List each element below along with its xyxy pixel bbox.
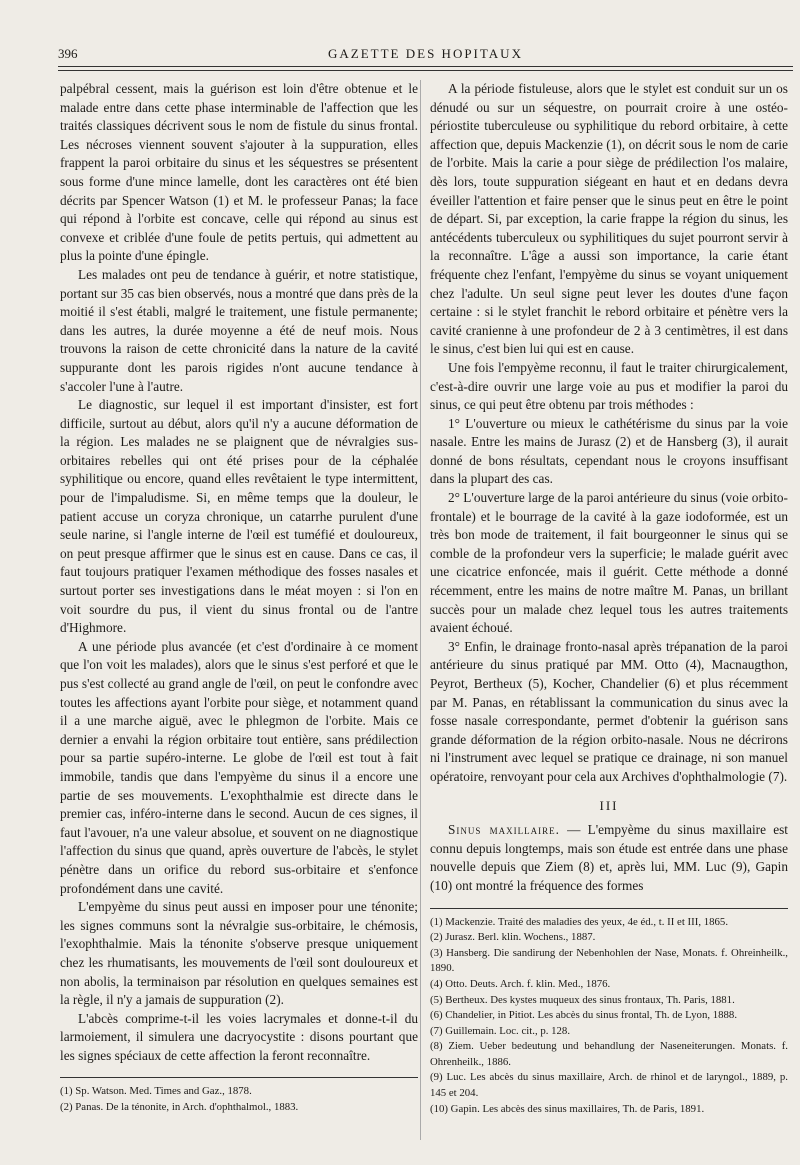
header-rule-thin: [58, 70, 793, 71]
footnote: (10) Gapin. Les abcès des sinus maxillaires, Th. de Paris, 1891.: [430, 1102, 705, 1115]
paragraph: 1° L'ouverture ou mieux le cathétérisme du sinus par la voie nasale. Entre les mains de Jurasz (2) et de Hansberg (3), il aurait donné de bons résultats, cependant nous le croyons insuffisant dans la plupart des cas.: [430, 415, 788, 487]
footnote: (9) Luc. Les abcès du sinus maxillaire, Arch. de rhinol et de laryngol., 1889, p. 145 et 204.: [430, 1071, 788, 1100]
footnote: (4) Otto. Deuts. Arch. f. klin. Med., 1876.: [430, 977, 611, 990]
section-title: Sinus maxillaire.: [448, 822, 560, 838]
footnote: (5) Bertheux. Des kystes muqueux des sinus frontaux, Th. Paris, 1881.: [430, 993, 735, 1006]
footnote-rule: [430, 908, 788, 909]
footnote: (2) Panas. De la ténonite, in Arch. d'ophthalmol., 1883.: [60, 1101, 299, 1114]
left-column: [60, 80, 418, 1116]
paragraph: L'abcès comprime-t-il les voies lacrymales et donne-t-il du larmoiement, il simulera une dacryocystite : disons pourtant que les signes spéciaux de cette affection la feront reconnaître.: [60, 1010, 418, 1063]
journal-title: GAZETTE DES HOPITAUX: [328, 46, 523, 61]
column-divider: [420, 80, 421, 1140]
paragraph-text: — L'empyème du sinus maxillaire est connu depuis longtemps, mais son étude est entrée dans une phase nouvelle depuis que Ziem (8) et, après lui, MM. Luc (9), Gapin (10) ont montré la fréquence des formes: [430, 822, 788, 893]
footnote: (2) Jurasz. Berl. klin. Wochens., 1887.: [430, 931, 596, 944]
footnote-rule: [60, 1077, 418, 1078]
paragraph: L'empyème du sinus peut aussi en imposer pour une ténonite; les signes communs sont la névralgie sus-orbitaire, le chémosis, l'exophthalmie. Mais la ténonite s'observe presque uniquement chez les rhumatisants, les mouvements de l'œil sont douloureux et non abolis, la terminaison par résolution en quelques semaines est la règle, il n'y a jamais de suppuration (2).: [60, 899, 418, 1008]
paragraph: 3° Enfin, le drainage fronto-nasal après trépanation de la paroi antérieure du sinus pratiqué par MM. Otto (4), Macnaugthon, Peyrot, Bertheux (5), Kocher, Chandelier (6) et plus récemment par M. Panas, en rétablissant la communication du sinus avec la fosse nasale correspondante, permet d'obtenir la guérison sans grande déformation de la région orbito-nasale. Nous ne décrirons ni l'instrument avec lequel se pratique ce drainage, ni son manuel opératoire, renvoyant pour cela aux Archives d'ophthalmologie (7).: [430, 638, 788, 784]
header-rule: [58, 66, 793, 67]
footnote: (1) Sp. Watson. Med. Times and Gaz., 1878.: [60, 1085, 252, 1098]
paragraph: A la période fistuleuse, alors que le stylet est conduit sur un os dénudé ou sur un séquestre, on pourrait croire à une ostéo-périostite tuberculeuse ou syphilitique du rebord orbitaire, à cette affection que, depuis Mackenzie (1), on décrit sous le nom de carie de l'orbite. Mais la carie a pour siège de prédilection l'os malaire, dès lors, toute suppuration siégeant en haut et en dedans devra éveiller l'attention et faire penser que le sinus peut en être le point de départ. Si, par exception, la carie frappe la région du sinus, les antécédents tuberculeux ou syphilitiques du sujet pourront servir à la reconnaître. L'âge a aussi son importance, la carie étant fréquente chez l'enfant, l'empyème du sinus se voyant uniquement chez l'adulte. Un seul signe peut lever les doutes d'une façon certaine : si le stylet franchit le rebord orbitaire et pénètre vers la cavité cranienne à une profondeur de 2 à 3 centimètres, il est dans le sinus, c'est bien lui qui est en cause.: [430, 81, 788, 357]
footnote: (8) Ziem. Ueber bedeutung und behandlung der Naseneiterungen. Monats. f. Ohrenheilk., 1886.: [430, 1040, 788, 1068]
right-column: [430, 80, 788, 1117]
footnote: (6) Chandelier, in Pitiot. Les abcès du sinus frontal, Th. de Lyon, 1888.: [430, 1009, 738, 1022]
paragraph: A une période plus avancée (et c'est d'ordinaire à ce moment que l'on voit les malades), alors que le sinus s'est perforé et que le pus s'est collecté au grand angle de l'œil, on peut le confondre avec toutes les affections ayant l'orbite pour siège, et notamment quand il a une marche aiguë, avec le phlegmon de l'orbite. Mais ce dernier a envahi la région orbitaire tout entière, sans prédilection pour sa partie supéro-interne. Le globe de l'œil est tout à fait immobile, tandis que dans l'empyème du sinus il a encore une partie de ses mouvements. L'exophthalmie est directe dans le premier cas, inféro-interne dans le second. Aucun de ces signes, il faut l'avouer, n'a une valeur absolue, et souvent on ne diagnostique l'affection du sinus que quand, après ouverture de l'abcès, le stylet pénètre dans un orifice du rebord sus-orbitaire et s'enfonce profondément dans une cavité.: [60, 638, 418, 896]
running-header: [58, 44, 793, 64]
footnote: (1) Mackenzie. Traité des maladies des yeux, 4e éd., t. II et III, 1865.: [430, 915, 729, 928]
paragraph: Les malades ont peu de tendance à guérir, et notre statistique, portant sur 35 cas bien observés, nous a montré que dans près de la moitié il s'est établi, malgré le traitement, une fistule permanente; dans les autres, la durée moyenne a été de neuf mois. Nous trouvons la raison de cette chronicité dans la nature de la cavité suppurante dont les parois rigides n'ont aucune tendance à s'accoler l'une à l'autre.: [60, 266, 418, 394]
paragraph: [430, 821, 788, 895]
paragraph: palpébral cessent, mais la guérison est loin d'être obtenue et le malade entre dans cette phase interminable de l'affection que les traités classiques décrivent sous le nom de fistule du sinus frontal. Les nécroses viennent souvent s'ajouter à la suppuration, elles frappent la paroi orbitaire du sinus et les séquestres se présentent sous forme d'une mince lamelle, dont les caractères ont été bien décrits par Spencer Watson (1) et M. le professeur Panas; la face qui répond à l'orbite est concave, celle qui répond au sinus est convexe et criblée d'une foule de petits pertuis, qui admettent au plus la pointe d'une épingle.: [60, 81, 418, 264]
section-number: III: [599, 797, 619, 813]
page-number: 396: [58, 46, 78, 61]
footnote: (3) Hansberg. Die sandirung der Nebenhohlen der Nase, Monats. f. Ohreinheilk., 1890.: [430, 946, 788, 975]
paragraph: Une fois l'empyème reconnu, il faut le traiter chirurgicalement, c'est-à-dire ouvrir une large voie au pus et modifier la paroi du sinus, ce qui peut être obtenu par trois méthodes :: [430, 359, 788, 413]
paragraph: Le diagnostic, sur lequel il est important d'insister, est fort difficile, surtout au début, alors qu'il n'y a aucune déformation de la région. Les malades ne se plaignent que de névralgies sus-orbitaires rebelles qui ont été prises pour de la céphalée syphilitique ou encore, quand elles revêtaient le type intermittent, pour de l'impaludisme. Si, en même temps que la douleur, le patient accuse un coryza chronique, un catarrhe purulent d'une seule narine, si l'angle interne de l'œil est tuméfié et douloureux, on peut presque affirmer que le sinus est en cause. Dans ce cas, il faut toujours pratiquer l'examen méthodique des fosses nasales et surtout porter ses investigations dans le méat moyen : si l'on en voit sourdre du pus, il vient du sinus frontal ou de l'antre d'Highmore.: [60, 397, 418, 636]
paragraph: 2° L'ouverture large de la paroi antérieure du sinus (voie orbito-frontale) et le bourrage de la cavité à la gaze iodoformée, est un très bon mode de traitement, il fait bourgeonner le sinus qui se comble de la profondeur vers la superficie; le malade guérit avec une cicatrice enfoncée, mais il guérit. Cette méthode a donné récemment, entre les mains de notre maître M. Panas, un brillant succès pour un malade chez lequel tous les autres traitements avaient échoué.: [430, 490, 788, 636]
footnote: (7) Guillemain. Loc. cit., p. 128.: [430, 1024, 571, 1037]
